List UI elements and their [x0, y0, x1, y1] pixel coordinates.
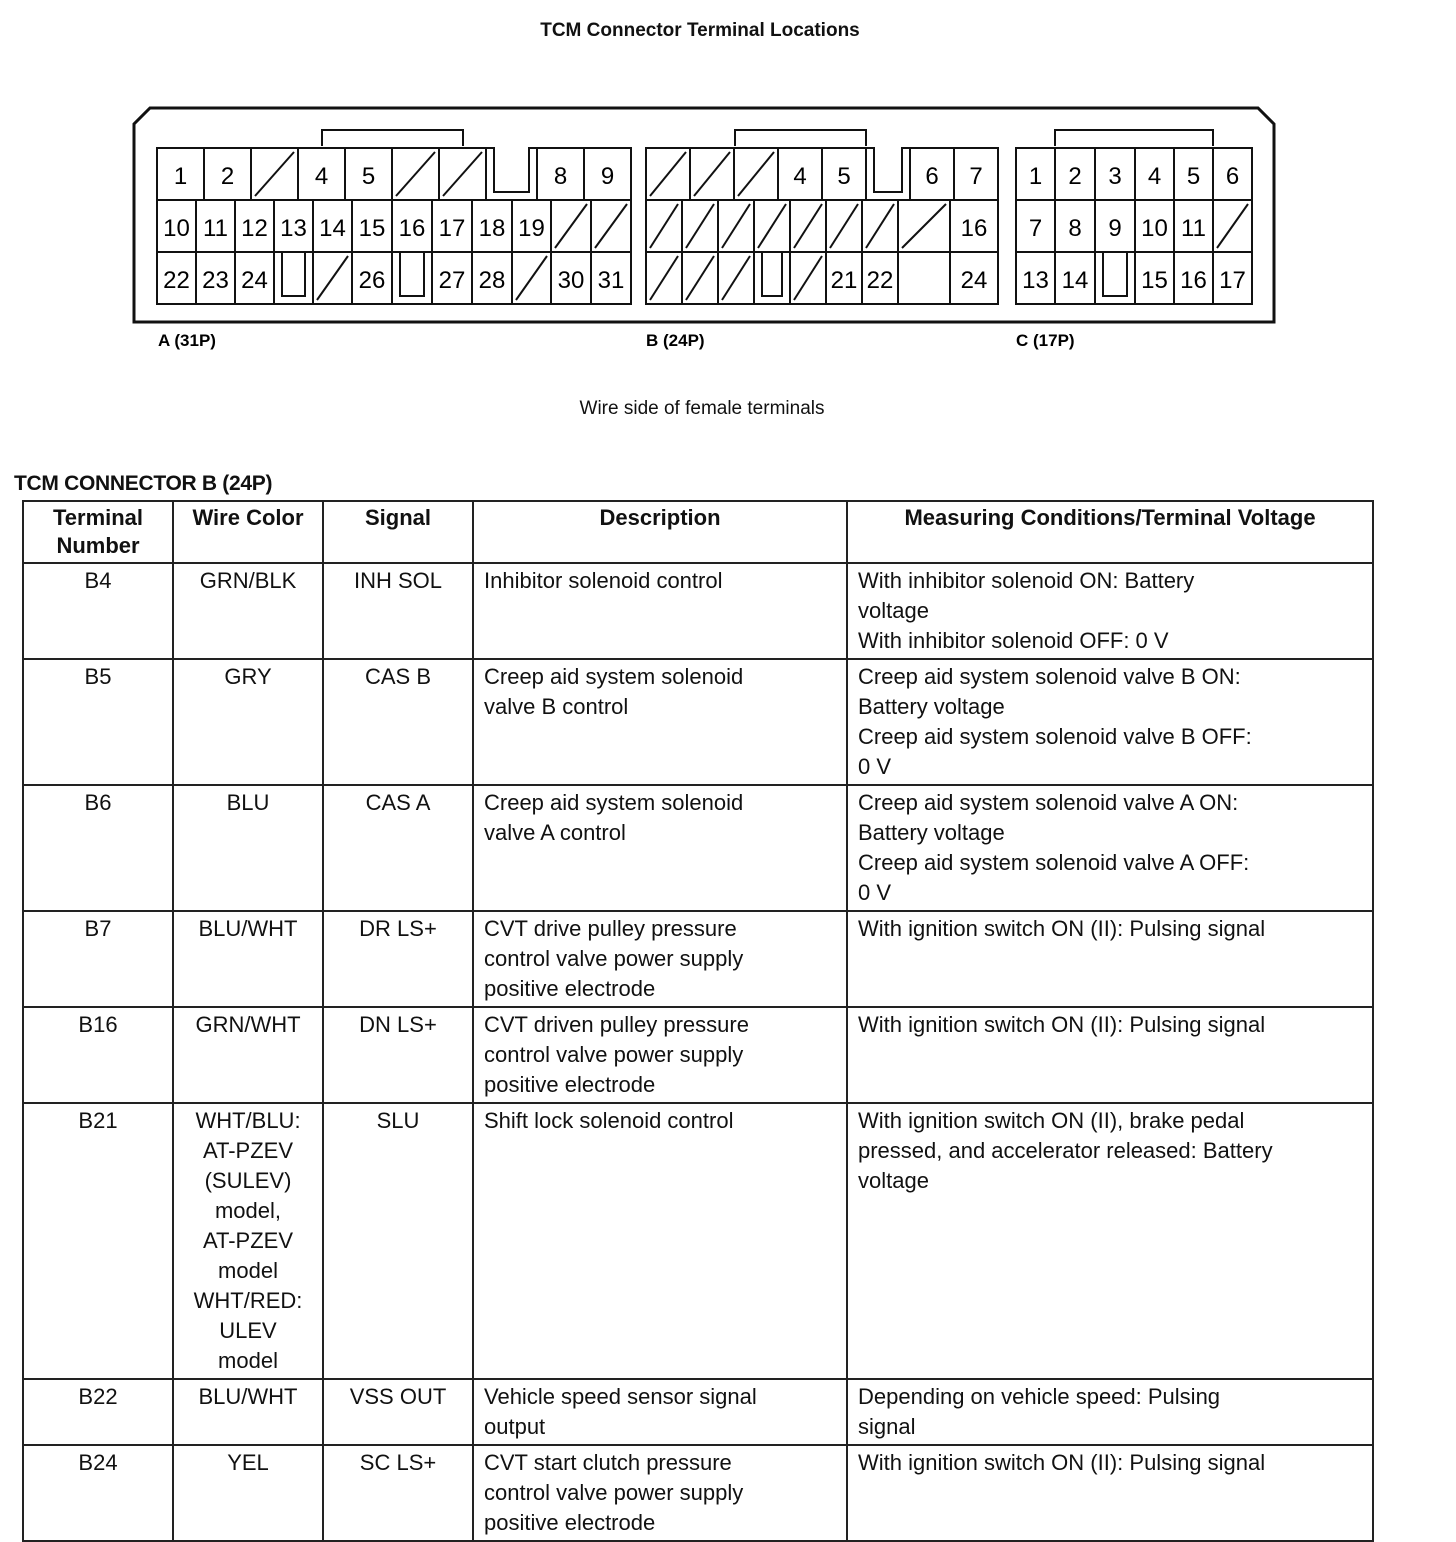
- terminal-table: [22, 500, 1374, 1542]
- cell-wire-color: [173, 1445, 323, 1541]
- terminal-number: 1: [173, 163, 188, 190]
- cell-wire-color-line: BLU/WHT: [198, 916, 298, 941]
- key-slot: [1095, 252, 1135, 296]
- terminal-number: 8: [553, 163, 568, 190]
- cell-measuring-conditions: [847, 785, 1373, 911]
- key-slot: [486, 148, 537, 192]
- header-terminal-number: [23, 501, 173, 563]
- key-slot: [274, 252, 313, 296]
- cell-measuring-conditions-line: signal: [858, 1414, 916, 1439]
- cell-wire-color-line: YEL: [227, 1450, 269, 1475]
- cell-signal: DN LS+: [323, 1007, 473, 1103]
- terminal-number: 2: [220, 163, 235, 190]
- header-wire-color: Wire Color: [173, 501, 323, 563]
- cell-description: [473, 1379, 847, 1445]
- cell-wire-color-line: BLU: [226, 790, 270, 815]
- terminal-number: 10: [163, 215, 190, 242]
- cell-signal: SLU: [323, 1103, 473, 1379]
- cell-measuring-conditions-line: voltage: [858, 598, 929, 623]
- cell-measuring-conditions: [847, 911, 1373, 1007]
- terminal-number: 9: [600, 163, 615, 190]
- terminal-number: 9: [1108, 215, 1122, 242]
- cell-measuring-conditions-line: Depending on vehicle speed: Pulsing: [858, 1384, 1221, 1409]
- table-row: [23, 1007, 1373, 1103]
- cell-description: [473, 1007, 847, 1103]
- cell-terminal-number: B4: [23, 563, 173, 659]
- cell-description-line: CVT drive pulley pressure: [484, 916, 737, 941]
- cell-signal: INH SOL: [323, 563, 473, 659]
- terminal-number: 8: [1068, 215, 1082, 242]
- terminal-number: 5: [1186, 163, 1201, 190]
- key-slot: [866, 148, 910, 192]
- cell-wire-color: [173, 1007, 323, 1103]
- terminal-number: 14: [319, 215, 346, 242]
- terminal-number: 11: [203, 215, 228, 242]
- table-row: [23, 911, 1373, 1007]
- cell-wire-color-line: WHT/BLU:: [195, 1108, 301, 1133]
- cell-terminal-number: B6: [23, 785, 173, 911]
- cell-description-line: control valve power supply: [484, 1042, 744, 1067]
- header-terminal-line: Terminal: [52, 505, 144, 530]
- cell-description-line: valve A control: [484, 820, 626, 845]
- cell-description-line: Creep aid system solenoid: [484, 664, 744, 689]
- terminal-number: 6: [925, 163, 939, 190]
- cell-description: [473, 563, 847, 659]
- cell-wire-color-line: AT-PZEV: [202, 1138, 294, 1163]
- terminal-number: 22: [866, 267, 894, 294]
- cell-measuring-conditions-line: pressed, and accelerator released: Battery: [858, 1138, 1273, 1163]
- cell-measuring-conditions: [847, 563, 1373, 659]
- cell-terminal-number: B16: [23, 1007, 173, 1103]
- terminal-number: 24: [241, 267, 268, 294]
- header-description: Description: [473, 501, 847, 563]
- cell-measuring-conditions-line: With inhibitor solenoid ON: Battery: [858, 568, 1195, 593]
- cell-measuring-conditions-line: voltage: [858, 1168, 929, 1193]
- cell-measuring-conditions-line: With ignition switch ON (II): Pulsing signal: [858, 1450, 1266, 1475]
- header-terminal-line: Number: [56, 533, 140, 558]
- header-signal: Signal: [323, 501, 473, 563]
- connector-b-label: B (24P): [646, 331, 705, 350]
- terminal-number: 16: [960, 215, 988, 242]
- cell-signal: CAS B: [323, 659, 473, 785]
- tcm-connector-diagram: [0, 0, 1456, 380]
- terminal-number: 15: [1141, 267, 1168, 294]
- cell-description-line: positive electrode: [484, 1072, 656, 1097]
- terminal-number: 17: [1219, 267, 1246, 294]
- cell-measuring-conditions-line: Creep aid system solenoid valve B ON:: [858, 664, 1241, 689]
- cell-description: [473, 785, 847, 911]
- page-title: TCM Connector Terminal Locations: [540, 20, 860, 41]
- terminal-number: 22: [163, 267, 190, 294]
- terminal-number: 28: [478, 267, 506, 294]
- table-row: [23, 1445, 1373, 1541]
- cell-wire-color: [173, 563, 323, 659]
- terminal-number: 4: [793, 163, 807, 190]
- cell-wire-color-line: GRN/BLK: [199, 568, 297, 593]
- terminal-number: 6: [1225, 163, 1240, 190]
- cell-wire-color-line: (SULEV): [204, 1168, 292, 1193]
- cell-measuring-conditions-line: With ignition switch ON (II): Pulsing signal: [858, 916, 1266, 941]
- terminal-number: 13: [280, 215, 307, 242]
- terminal-number: 30: [557, 267, 585, 294]
- table-row: [23, 659, 1373, 785]
- cell-measuring-conditions: [847, 1379, 1373, 1445]
- cell-description: [473, 1445, 847, 1541]
- cell-signal: SC LS+: [323, 1445, 473, 1541]
- terminal-number: 3: [1108, 163, 1122, 190]
- cell-measuring-conditions-line: 0 V: [858, 880, 892, 905]
- terminal-number: 31: [597, 267, 625, 294]
- wire-side-caption: Wire side of female terminals: [579, 398, 825, 419]
- terminal-number: 4: [314, 163, 329, 190]
- header-measuring-conditions: Measuring Conditions/Terminal Voltage: [847, 501, 1373, 563]
- cell-terminal-number: B21: [23, 1103, 173, 1379]
- cell-measuring-conditions-line: With ignition switch ON (II): Pulsing signal: [858, 1012, 1266, 1037]
- connector-a-label: A (31P): [158, 331, 216, 350]
- table-header-row: [23, 501, 1373, 563]
- terminal-number: 2: [1068, 163, 1082, 190]
- cell-wire-color-line: ULEV: [219, 1318, 277, 1343]
- cell-measuring-conditions-line: Battery voltage: [858, 820, 1005, 845]
- cell-measuring-conditions-line: With inhibitor solenoid OFF: 0 V: [858, 628, 1169, 653]
- table-title: TCM CONNECTOR B (24P): [14, 472, 273, 495]
- cell-wire-color-line: model,: [214, 1198, 282, 1223]
- terminal-number: 12: [241, 215, 268, 242]
- cell-signal: DR LS+: [323, 911, 473, 1007]
- cell-description-line: Vehicle speed sensor signal: [484, 1384, 757, 1409]
- terminal-number: 10: [1141, 215, 1168, 242]
- cell-wire-color-line: AT-PZEV: [202, 1228, 294, 1253]
- terminal-number: 15: [358, 215, 386, 242]
- terminal-number: 23: [202, 267, 229, 294]
- terminal-number: 27: [438, 267, 466, 294]
- cell-description: [473, 1103, 847, 1379]
- cell-description-line: output: [484, 1414, 546, 1439]
- cell-signal: VSS OUT: [323, 1379, 473, 1445]
- key-slot: [754, 252, 790, 296]
- cell-wire-color-line: model: [218, 1258, 278, 1283]
- cell-measuring-conditions: [847, 1103, 1373, 1379]
- terminal-number: 1: [1028, 163, 1043, 190]
- cell-description-line: control valve power supply: [484, 1480, 744, 1505]
- cell-measuring-conditions-line: Creep aid system solenoid valve A OFF:: [858, 850, 1250, 875]
- cell-measuring-conditions-line: Battery voltage: [858, 694, 1005, 719]
- cell-description-line: control valve power supply: [484, 946, 744, 971]
- cell-measuring-conditions: [847, 659, 1373, 785]
- terminal-number: 11: [1181, 215, 1206, 242]
- terminal-number: 17: [438, 215, 466, 242]
- cell-wire-color: [173, 1103, 323, 1379]
- cell-description-line: CVT start clutch pressure: [484, 1450, 732, 1475]
- cell-signal: CAS A: [323, 785, 473, 911]
- cell-wire-color-line: GRN/WHT: [195, 1012, 301, 1037]
- terminal-cell: [898, 252, 950, 304]
- cell-description: [473, 659, 847, 785]
- connector-c-lock-tab: [1055, 130, 1213, 146]
- table-row: [23, 1379, 1373, 1445]
- cell-wire-color: [173, 911, 323, 1007]
- connector-a-lock-tab: [322, 130, 463, 146]
- terminal-number: 16: [1180, 267, 1207, 294]
- cell-measuring-conditions-line: 0 V: [858, 754, 892, 779]
- cell-description-line: Creep aid system solenoid: [484, 790, 744, 815]
- connector-b-lock-tab: [735, 130, 866, 146]
- terminal-number: 19: [518, 215, 545, 242]
- cell-description-line: Inhibitor solenoid control: [484, 568, 723, 593]
- table-row: [23, 563, 1373, 659]
- cell-description-line: positive electrode: [484, 1510, 656, 1535]
- terminal-number: 7: [1028, 215, 1043, 242]
- cell-terminal-number: B7: [23, 911, 173, 1007]
- cell-wire-color: [173, 659, 323, 785]
- cell-wire-color-line: GRY: [224, 664, 272, 689]
- terminal-number: 14: [1061, 267, 1089, 294]
- terminal-number: 13: [1022, 267, 1049, 294]
- cell-description: [473, 911, 847, 1007]
- cell-terminal-number: B22: [23, 1379, 173, 1445]
- cell-wire-color: [173, 1379, 323, 1445]
- cell-wire-color-line: model: [218, 1348, 278, 1373]
- connector-c-label: C (17P): [1016, 331, 1075, 350]
- cell-measuring-conditions-line: With ignition switch ON (II), brake pedal: [858, 1108, 1245, 1133]
- cell-terminal-number: B24: [23, 1445, 173, 1541]
- cell-measuring-conditions: [847, 1445, 1373, 1541]
- key-slot: [392, 252, 432, 296]
- cell-description-line: valve B control: [484, 694, 629, 719]
- cell-description-line: CVT driven pulley pressure: [484, 1012, 749, 1037]
- cell-terminal-number: B5: [23, 659, 173, 785]
- cell-measuring-conditions: [847, 1007, 1373, 1103]
- cell-wire-color: [173, 785, 323, 911]
- table-row: [23, 1103, 1373, 1379]
- cell-measuring-conditions-line: Creep aid system solenoid valve A ON:: [858, 790, 1239, 815]
- terminal-number: 21: [830, 267, 858, 294]
- cell-description-line: Shift lock solenoid control: [484, 1108, 734, 1133]
- terminal-number: 18: [478, 215, 506, 242]
- terminal-number: 7: [969, 163, 983, 190]
- terminal-number: 16: [398, 215, 426, 242]
- terminal-number: 4: [1147, 163, 1162, 190]
- terminal-number: 5: [837, 163, 851, 190]
- table-row: [23, 785, 1373, 911]
- cell-wire-color-line: BLU/WHT: [198, 1384, 298, 1409]
- terminal-number: 26: [358, 267, 386, 294]
- terminal-number: 24: [960, 267, 988, 294]
- cell-description-line: positive electrode: [484, 976, 656, 1001]
- cell-measuring-conditions-line: Creep aid system solenoid valve B OFF:: [858, 724, 1252, 749]
- cell-wire-color-line: WHT/RED:: [193, 1288, 303, 1313]
- terminal-number: 5: [361, 163, 376, 190]
